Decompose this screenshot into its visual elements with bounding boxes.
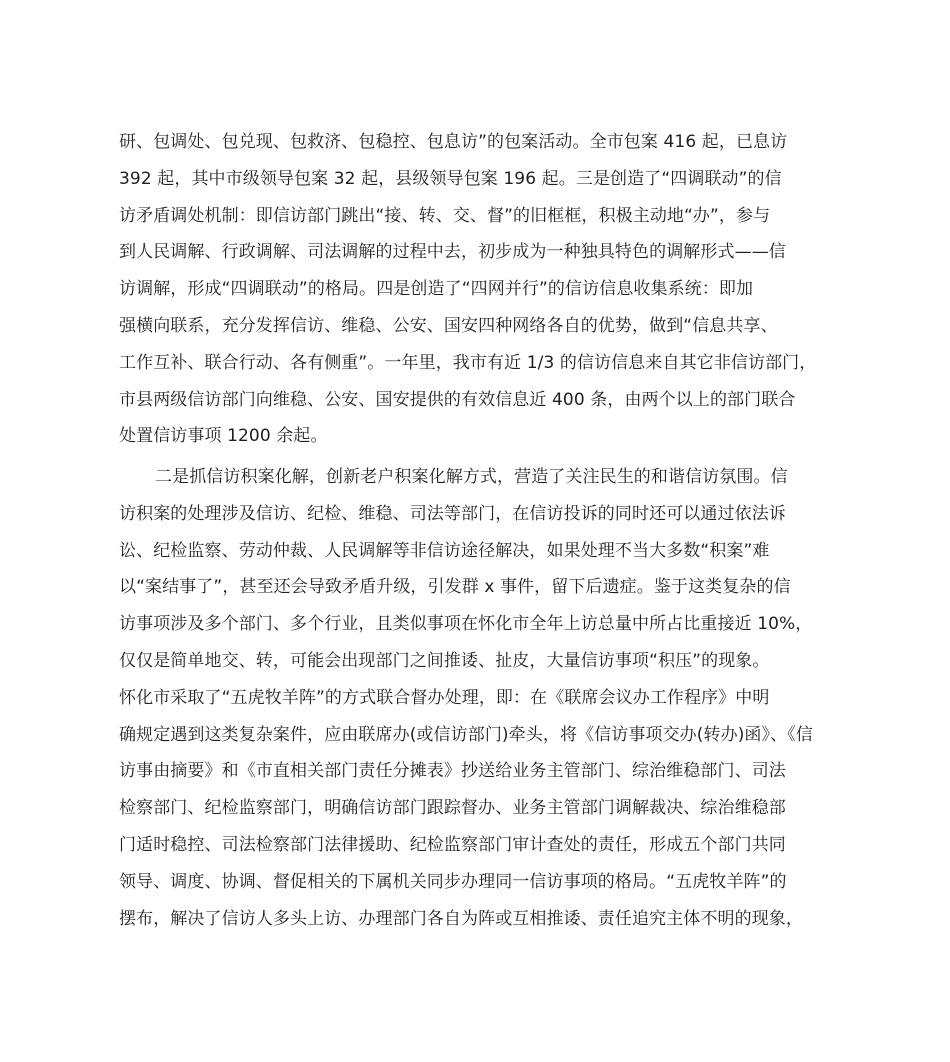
paragraph-1-line: 访调解，形成“四调联动”的格局。四是创造了“四网并行”的信访信息收集系统：即加: [119, 279, 754, 300]
paragraph-2-line: 领导、调度、协调、督促相关的下属机关同步办理同一信访事项的格局。“五虎牧羊阵”的: [119, 871, 787, 892]
paragraph-2-line: 访积案的处理涉及信访、纪检、维稳、司法等部门，在信访投诉的同时还可以通过依法诉: [119, 503, 786, 524]
paragraph-1-line: 处置信访事项 1200 余起。: [119, 426, 328, 447]
paragraph-1-line: 工作互补、联合行动、各有侧重”。一年里，我市有近 1/3 的信访信息来自其它非信访部门，: [119, 352, 817, 373]
paragraph-1-line: 强横向联系，充分发挥信访、维稳、公安、国安四种网络各自的优势，做到“信息共享、: [119, 315, 778, 336]
paragraph-2: [119, 459, 832, 937]
paragraph-1-line: 市县两级信访部门向维稳、公安、国安提供的有效信息近 400 条，由两个以上的部门联合: [119, 389, 796, 410]
paragraph-1-line: 到人民调解、行政调解、司法调解的过程中去，初步成为一种独具特色的调解形式——信: [119, 242, 786, 263]
paragraph-2-first-line: 二是抓信访积案化解，创新老户积案化解方式，营造了关注民生的和谐信访氛围。信: [155, 467, 788, 487]
paragraph-2-line: 仅仅是简单地交、转，可能会出现部门之间推诿、扯皮，大量信访事项“积压”的现象。: [119, 650, 770, 671]
paragraph-2-line: 以“案结事了”，甚至还会导致矛盾升级，引发群 x 事件，留下后遗症。鉴于这类复杂的信: [119, 577, 791, 598]
paragraph-2-line: 确规定遇到这类复杂案件，应由联席办(或信访部门)牵头，将《信访事项交办(转办)函》、《信: [119, 724, 813, 745]
paragraph-1-line: 392 起，其中市级领导包案 32 起，县级领导包案 196 起。三是创造了“四调联动”的信: [119, 168, 782, 189]
paragraph-1: [119, 124, 832, 455]
paragraph-2-line: 讼、纪检监察、劳动仲裁、人民调解等非信访途径解决，如果处理不当大多数“积案”难: [119, 540, 770, 561]
paragraph-2-line: 检察部门、纪检监察部门，明确信访部门跟踪督办、业务主管部门调解裁决、综治维稳部: [119, 798, 786, 819]
paragraph-2-line: 怀化市采取了“五虎牧羊阵”的方式联合督办处理，即：在《联席会议办工作程序》中明: [119, 687, 770, 708]
paragraph-2-line: 访事项涉及多个部门、多个行业，且类似事项在怀化市全年上访总量中所占比重接近 10%，: [119, 614, 813, 635]
paragraph-2-line: 摆布，解决了信访人多头上访、办理部门各自为阵或互相推诿、责任追究主体不明的现象，: [119, 908, 803, 929]
paragraph-2-line: 门适时稳控、司法检察部门法律援助、纪检监察部门审计查处的责任，形成五个部门共同: [119, 834, 786, 855]
paragraph-1-line: 访矛盾调处机制：即信访部门跳出“接、转、交、督”的旧框框，积极主动地“办”，参与: [119, 205, 771, 226]
paragraph-1-line: 研、包调处、包兑现、包救济、包稳控、包息访”的包案活动。全市包案 416 起，已息访: [119, 132, 788, 152]
paragraph-2-line: 访事由摘要》和《市直相关部门责任分摊表》抄送给业务主管部门、综治维稳部门、司法: [119, 761, 786, 782]
